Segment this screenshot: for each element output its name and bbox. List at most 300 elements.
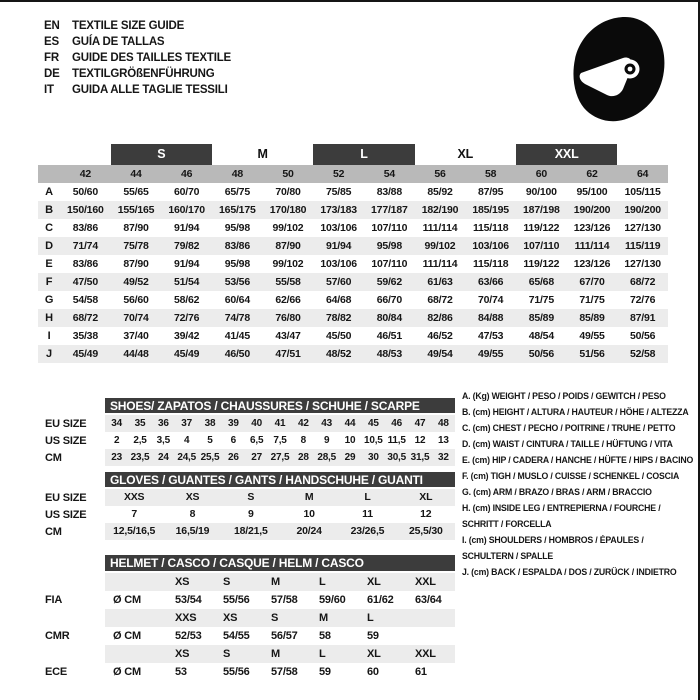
size-value-cell: 49/55 [478, 348, 504, 360]
size-value-cell: 59/62 [376, 276, 402, 288]
size-value-cell: 10,5 [363, 435, 383, 446]
size-value-cell: 10 [344, 435, 356, 446]
size-value-cell: 49/54 [427, 348, 453, 360]
size-value-cell: 75/85 [326, 186, 352, 198]
language-label: GUÍA DE TALLAS [72, 36, 165, 48]
size-value-cell: 52/58 [630, 348, 656, 360]
size-value-cell: 59 [319, 666, 331, 678]
size-value-cell: 35/38 [72, 330, 98, 342]
size-value-cell: 59/60 [319, 594, 346, 606]
size-value-cell: 50/56 [528, 348, 554, 360]
helmet-size-headers [105, 645, 455, 663]
size-header-cell: 64 [637, 168, 649, 180]
size-value-cell: 36 [157, 418, 169, 429]
language-row [44, 66, 231, 82]
size-group-xl: XL [457, 147, 474, 161]
size-value-cell: 46 [391, 418, 403, 429]
size-value-cell: 70/80 [275, 186, 301, 198]
textile-size-table [38, 144, 668, 363]
size-value-cell: 115/118 [472, 258, 509, 270]
size-value-cell: 35 [134, 418, 146, 429]
size-header-cell: 58 [485, 168, 497, 180]
size-value-cell: 67/70 [579, 276, 605, 288]
size-value-cell: 177/187 [371, 204, 408, 216]
size-value-cell: L [364, 491, 371, 503]
size-value-cell: 55/65 [123, 186, 149, 198]
helmet-size-cell: XXL [415, 648, 436, 660]
gloves-size-table [45, 472, 455, 540]
size-value-cell: 83/88 [376, 186, 402, 198]
size-value-cell: 30 [367, 452, 379, 463]
size-value-cell: 39 [227, 418, 239, 429]
section-row [45, 415, 455, 432]
section-row-label [45, 573, 105, 591]
size-value-cell: 80/84 [376, 312, 402, 324]
size-value-cell: 56/60 [123, 294, 149, 306]
size-value-cell: 54/55 [223, 630, 250, 642]
language-label: GUIDA ALLE TAGLIE TESSILI [72, 84, 228, 96]
size-value-cell: 87/91 [630, 312, 656, 324]
size-value-cell: 83/86 [72, 258, 98, 270]
row-label: I [47, 330, 51, 342]
size-header-cell: 54 [383, 168, 395, 180]
size-value-cell: 27,5 [270, 452, 290, 463]
size-value-cell: 58 [319, 630, 331, 642]
section-row [45, 432, 455, 449]
helmet-size-header-row [45, 573, 455, 591]
helmet-size-cell: XS [175, 648, 190, 660]
size-value-cell: 160/170 [168, 204, 205, 216]
size-value-cell: 165/175 [219, 204, 256, 216]
size-value-cell: 74/78 [224, 312, 250, 324]
size-value-cell: 115/119 [624, 240, 661, 252]
size-value-cell: 46/50 [224, 348, 250, 360]
size-value-cell: 48/53 [376, 348, 402, 360]
size-value-cell: 95/98 [224, 258, 250, 270]
language-code: IT [44, 84, 54, 96]
size-value-cell: 75/78 [123, 240, 149, 252]
size-value-cell: 57/58 [271, 594, 298, 606]
size-value-cell: 83/86 [72, 222, 98, 234]
helmet-size-header-row [45, 609, 455, 627]
helmet-size-cell: L [319, 648, 326, 660]
size-value-cell: 85/92 [427, 186, 453, 198]
size-value-cell: 91/94 [174, 222, 200, 234]
size-value-cell: 60/64 [224, 294, 250, 306]
helmet-size-cell: XL [367, 576, 381, 588]
shoes-size-table [45, 398, 455, 466]
section-row-values [105, 415, 455, 432]
size-value-cell: S [247, 491, 255, 503]
size-value-cell: 59 [367, 630, 379, 642]
standard-label-ece: ECE [45, 666, 68, 678]
size-value-cell: 95/98 [224, 222, 250, 234]
legend-item: J. (cm) BACK / ESPALDA / DOS / ZURÜCK / INDIETRO [462, 567, 677, 578]
size-value-cell: 111/114 [422, 222, 458, 234]
size-value-cell: 38 [204, 418, 216, 429]
size-value-cell: 58/62 [174, 294, 200, 306]
section-row-label: US SIZE [45, 508, 87, 521]
language-code: DE [44, 68, 60, 80]
size-value-cell: 9 [248, 508, 254, 520]
language-label: TEXTILGRÖßENFÜHRUNG [72, 68, 215, 80]
size-header-cell: 62 [586, 168, 598, 180]
size-value-cell: XS [185, 491, 200, 503]
section-row [45, 506, 455, 523]
size-value-cell: 60/70 [174, 186, 200, 198]
size-value-cell: 51/54 [174, 276, 200, 288]
size-value-cell: 4 [183, 435, 190, 446]
helmet-size-cell: XL [367, 648, 381, 660]
size-value-cell: 9 [323, 435, 330, 446]
size-value-cell: 155/165 [117, 204, 155, 216]
size-value-cell: 119/122 [523, 258, 560, 270]
size-value-cell: 55/56 [223, 594, 250, 606]
size-value-cell: 56/57 [271, 630, 298, 642]
size-value-cell: 182/190 [421, 204, 459, 216]
size-value-cell: 61/62 [367, 594, 394, 606]
language-code: EN [44, 20, 60, 32]
textile-row-j [38, 345, 668, 363]
size-value-cell: 37 [181, 418, 193, 429]
size-value-cell: 24,5 [177, 452, 196, 463]
size-value-cell: 32 [437, 452, 449, 463]
size-value-cell: 23/26,5 [350, 525, 385, 537]
section-row [45, 523, 455, 540]
textile-group-header-row [38, 144, 668, 165]
size-value-cell: 57/58 [271, 666, 298, 678]
legend-item: F. (cm) TIGH / MUSLO / CUISSE / SCHENKEL / COSCIA [462, 471, 680, 482]
size-value-cell: 66/70 [376, 294, 402, 306]
size-value-cell: 103/106 [320, 222, 357, 234]
section-row-label: US SIZE [45, 434, 87, 447]
helmet-size-cell: XXS [175, 612, 197, 624]
helmet-size-cell: S [223, 576, 231, 588]
size-value-cell: 7,5 [273, 435, 287, 446]
size-value-cell: 190/200 [624, 204, 661, 216]
section-row-label [45, 645, 105, 663]
size-value-cell: 53/54 [175, 594, 202, 606]
helmet-value-row [45, 591, 455, 609]
row-label: G [44, 294, 54, 306]
size-value-cell: 127/130 [624, 222, 661, 234]
language-label: GUIDE DES TAILLES TEXTILE [72, 52, 231, 64]
size-header-cell: 60 [535, 168, 547, 180]
size-value-cell: 47 [414, 418, 426, 429]
size-value-cell: 187/198 [523, 204, 560, 216]
textile-row-g [38, 291, 668, 309]
helmet-size-headers [105, 573, 455, 591]
size-value-cell: 95/98 [376, 240, 402, 252]
size-value-cell: 99/102 [272, 222, 304, 234]
row-label: A [45, 186, 53, 198]
size-value-cell: 87/90 [275, 240, 301, 252]
helmet-size-header-row [45, 645, 455, 663]
section-title-bar [105, 555, 455, 571]
legend-item: A. (Kg) WEIGHT / PESO / POIDS / GEWITCH / PESO [462, 391, 666, 402]
size-value-cell: 103/106 [320, 258, 357, 270]
size-value-cell: 37/40 [123, 330, 149, 342]
size-value-cell: 13 [437, 435, 449, 446]
standard-label-cmr: CMR [45, 630, 70, 642]
language-row [44, 34, 231, 50]
size-value-cell: 23,5 [130, 452, 150, 463]
row-label: H [45, 312, 53, 324]
size-value-cell: 8 [300, 435, 307, 446]
unit-label: Ø CM [113, 666, 141, 678]
size-value-cell [407, 627, 455, 645]
size-value-cell: 41 [274, 418, 286, 429]
helmet-size-table [45, 555, 455, 681]
section-row-values [105, 432, 455, 449]
helmet-size-cell: S [223, 648, 231, 660]
section-row-values [105, 523, 455, 540]
size-value-cell: 43/47 [275, 330, 301, 342]
helmet-values [105, 591, 455, 609]
section-title: GLOVES / GUANTES / GANTS / HANDSCHUHE / GUANTI [110, 472, 423, 487]
size-value-cell: 111/114 [422, 258, 458, 270]
size-value-cell: 6,5 [250, 435, 264, 446]
helmet-size-cell: XXL [415, 576, 436, 588]
size-value-cell: 70/74 [123, 312, 149, 324]
size-value-cell: 5 [207, 435, 213, 446]
textile-row-a [38, 183, 668, 201]
size-value-cell: 99/102 [272, 258, 304, 270]
size-value-cell: 70/74 [478, 294, 504, 306]
size-value-cell: 57/60 [326, 276, 352, 288]
size-value-cell: 51/56 [579, 348, 605, 360]
size-value-cell: 65/75 [224, 186, 250, 198]
size-value-cell: 47/50 [72, 276, 98, 288]
racing-helmet-icon [566, 14, 668, 124]
size-value-cell: 87/90 [123, 222, 149, 234]
size-value-cell: 55/56 [223, 666, 250, 678]
size-value-cell: 28,5 [317, 452, 336, 463]
size-value-cell: 44/48 [123, 348, 149, 360]
size-value-cell: 84/88 [478, 312, 504, 324]
size-value-cell: 30,5 [387, 452, 406, 463]
size-value-cell: 78/82 [326, 312, 352, 324]
size-value-cell: 48 [437, 418, 449, 429]
helmet-values [105, 627, 455, 645]
size-value-cell: 99/102 [424, 240, 456, 252]
size-value-cell: 103/106 [472, 240, 509, 252]
section-row-values [105, 449, 455, 466]
size-value-cell: 6 [230, 435, 237, 446]
helmet-size-cell: L [319, 576, 326, 588]
size-group-m: M [257, 147, 268, 161]
size-value-cell: 2 [113, 435, 120, 446]
size-value-cell: 31,5 [410, 452, 430, 463]
legend-item: D. (cm) WAIST / CINTURA / TAILLE / HÜFTUNG / VITA [462, 439, 673, 450]
size-value-cell: 150/160 [67, 204, 104, 216]
helmet-value-row [45, 627, 455, 645]
legend-item: C. (cm) CHEST / PECHO / POITRINE / TRUHE / PETTO [462, 423, 676, 434]
size-value-cell: 41/45 [224, 330, 250, 342]
section-row-values [105, 489, 455, 506]
size-value-cell: 72/76 [630, 294, 656, 306]
size-value-cell: 61 [415, 666, 427, 678]
size-value-cell: 52/53 [175, 630, 202, 642]
size-value-cell: 8 [189, 508, 196, 520]
size-value-cell: 82/86 [427, 312, 453, 324]
size-header-cell: 56 [434, 168, 446, 180]
unit-spacer [105, 609, 167, 627]
section-title-bar [105, 398, 455, 413]
size-value-cell: 10 [303, 508, 315, 520]
unit-label: Ø CM [113, 630, 141, 642]
helmet-size-cell: M [319, 612, 328, 624]
size-value-cell: XL [419, 491, 433, 503]
size-value-cell: 71/74 [72, 240, 98, 252]
size-value-cell: 46/51 [376, 330, 402, 342]
size-value-cell: 25,5/30 [409, 525, 443, 537]
size-value-cell: 63/66 [478, 276, 504, 288]
size-value-cell: 68/72 [427, 294, 453, 306]
section-title: HELMET / CASCO / CASQUE / HELM / CASCO [110, 556, 364, 570]
standard-label-fia: FIA [45, 594, 63, 606]
row-label-spacer [38, 165, 60, 183]
row-label: C [45, 222, 53, 234]
textile-row-b [38, 201, 668, 219]
size-value-cell: 107/110 [371, 258, 408, 270]
size-value-cell: 53/56 [224, 276, 250, 288]
size-value-cell: 107/110 [371, 222, 408, 234]
helmet-size-cell: S [271, 612, 279, 624]
size-value-cell: 11,5 [387, 435, 406, 446]
size-value-cell: 29 [344, 452, 356, 463]
size-value-cell: 61/63 [427, 276, 453, 288]
size-value-cell: 50/60 [72, 186, 98, 198]
section-row-label: CM [45, 451, 62, 464]
size-value-cell: 12 [420, 508, 432, 520]
helmet-size-cell: M [271, 648, 280, 660]
size-value-cell: 2,5 [133, 435, 147, 446]
size-value-cell: 39/42 [174, 330, 200, 342]
size-value-cell: 123/126 [573, 222, 611, 234]
size-header-cell: 46 [181, 168, 193, 180]
section-row-label: EU SIZE [45, 417, 87, 430]
size-value-cell: 45/49 [72, 348, 98, 360]
size-value-cell: 34 [111, 418, 123, 429]
size-value-cell: 170/180 [269, 204, 307, 216]
size-value-cell: 40 [251, 418, 263, 429]
section-title: SHOES/ ZAPATOS / CHAUSSURES / SCHUHE / SCARPE [110, 398, 420, 413]
size-value-cell: 23 [111, 452, 123, 463]
size-value-cell: 85/89 [528, 312, 554, 324]
size-value-cell: 16,5/19 [175, 525, 210, 537]
size-value-cell: 123/126 [573, 258, 611, 270]
size-value-cell: 48/52 [326, 348, 352, 360]
helmet-value-row [45, 663, 455, 681]
language-code: ES [44, 36, 59, 48]
size-value-cell: 65/68 [528, 276, 554, 288]
size-value-cell: 12 [414, 435, 426, 446]
size-header-cell: 52 [333, 168, 345, 180]
size-value-cell: 45 [367, 418, 379, 429]
size-value-cell: 43 [321, 418, 333, 429]
size-value-cell: 45/49 [174, 348, 200, 360]
size-value-cell: 83/86 [224, 240, 250, 252]
helmet-size-cell: L [367, 612, 374, 624]
size-value-cell: 111/114 [574, 240, 610, 252]
row-label: B [45, 204, 53, 216]
size-group-l: L [313, 144, 414, 165]
size-value-cell: 26 [227, 452, 239, 463]
legend-item: H. (cm) INSIDE LEG / ENTREPIERNA / FOURCHE / SCHRITT / FORCELLA [462, 503, 661, 530]
section-row-values [105, 506, 455, 523]
size-value-cell: XXS [123, 491, 145, 503]
size-value-cell: 68/72 [72, 312, 98, 324]
helmet-size-cell: XS [223, 612, 238, 624]
size-value-cell: 87/95 [478, 186, 504, 198]
measurement-legend [462, 389, 696, 581]
language-label: TEXTILE SIZE GUIDE [72, 20, 185, 32]
row-label: J [46, 348, 52, 360]
size-value-cell: 63/64 [415, 594, 442, 606]
unit-spacer [105, 645, 167, 663]
size-value-cell: M [304, 491, 314, 503]
helmet-size-cell: M [271, 576, 280, 588]
size-value-cell: 90/100 [525, 186, 557, 198]
helmet-size-cell [407, 609, 455, 627]
size-value-cell: 53 [175, 666, 187, 678]
section-row [45, 489, 455, 506]
size-value-cell: 20/24 [296, 525, 322, 537]
row-label: E [45, 258, 53, 270]
textile-size-header-row [38, 165, 668, 183]
size-value-cell: 49/52 [123, 276, 149, 288]
size-value-cell: 25,5 [200, 452, 220, 463]
size-value-cell: 95/100 [576, 186, 608, 198]
language-code: FR [44, 52, 59, 64]
helmet-values [105, 663, 455, 681]
size-value-cell: 87/90 [123, 258, 149, 270]
row-label: D [45, 240, 53, 252]
size-value-cell: 72/76 [174, 312, 200, 324]
size-value-cell: 85/89 [579, 312, 605, 324]
language-row [44, 82, 231, 98]
legend-item: G. (cm) ARM / BRAZO / BRAS / ARM / BRACCIO [462, 487, 652, 498]
size-value-cell: 60 [367, 666, 379, 678]
size-value-cell: 68/72 [630, 276, 656, 288]
helmet-size-headers [105, 609, 455, 627]
size-value-cell: 71/75 [579, 294, 605, 306]
textile-row-c [38, 219, 668, 237]
size-header-cell: 50 [282, 168, 294, 180]
unit-label: Ø CM [113, 594, 141, 606]
size-value-cell: 49/55 [579, 330, 605, 342]
helmet-size-cell: XS [175, 576, 190, 588]
size-value-cell: 79/82 [174, 240, 200, 252]
section-title-bar [105, 472, 455, 487]
size-value-cell: 190/200 [573, 204, 611, 216]
size-value-cell: 173/183 [320, 204, 357, 216]
size-value-cell: 64/68 [326, 294, 352, 306]
size-value-cell: 24 [157, 452, 169, 463]
size-value-cell: 12,5/16,5 [113, 525, 156, 537]
size-value-cell: 44 [344, 418, 356, 429]
size-value-cell: 42 [297, 418, 309, 429]
size-header-cell: 44 [130, 168, 142, 180]
legend-item: B. (cm) HEIGHT / ALTURA / HAUTEUR / HÖHE / ALTEZZA [462, 407, 689, 418]
size-value-cell: 55/58 [275, 276, 301, 288]
row-label: F [45, 276, 53, 288]
textile-row-h [38, 309, 668, 327]
size-group-xxl: XXL [516, 144, 617, 165]
language-row [44, 50, 231, 66]
textile-row-i [38, 327, 668, 345]
